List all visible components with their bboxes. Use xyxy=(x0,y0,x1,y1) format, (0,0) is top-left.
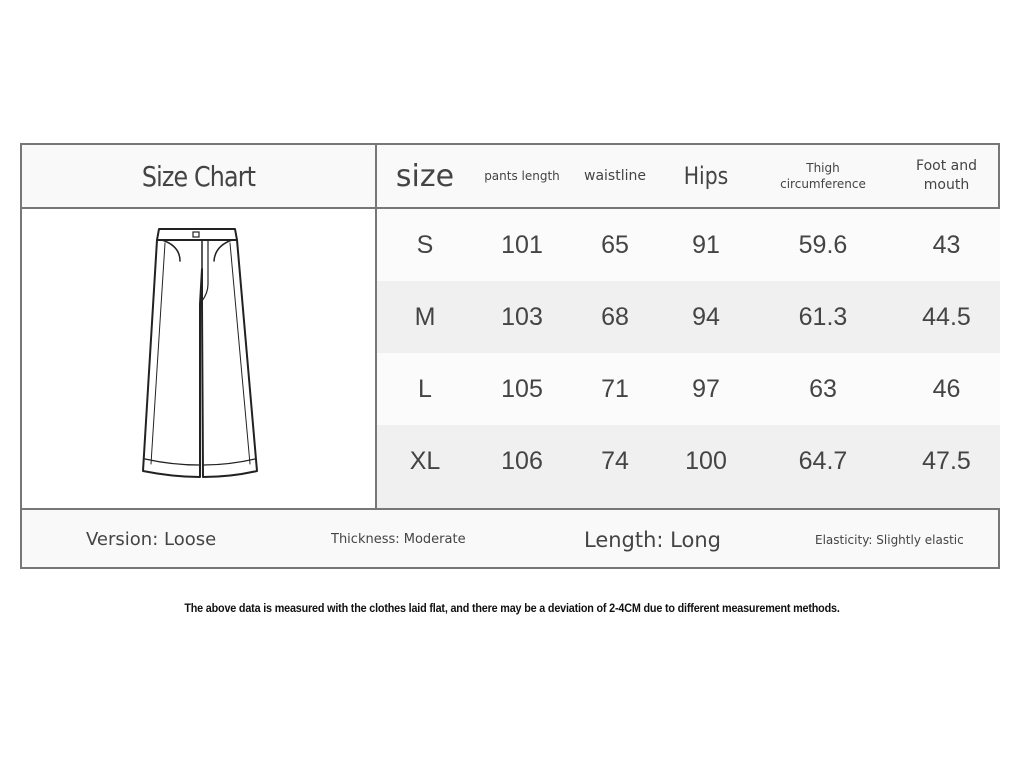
table-row xyxy=(377,209,1000,281)
cell-size: S xyxy=(416,230,434,259)
cell-hips: 91 xyxy=(692,230,720,259)
cell-thigh: 64.7 xyxy=(798,446,848,475)
elasticity-label: Elasticity: Slightly elastic xyxy=(815,532,964,547)
cell-pants-length: 106 xyxy=(501,446,543,475)
cell-thigh: 61.3 xyxy=(798,302,848,331)
header-foot-line1: Foot and xyxy=(916,158,977,174)
size-chart-title: Size Chart xyxy=(141,159,256,193)
cell-hips: 94 xyxy=(692,302,720,331)
cell-foot: 47.5 xyxy=(922,446,971,475)
measurement-note: The above data is measured with the clothes laid flat, and there may be a deviation of 2-4CM due to different measurement methods. xyxy=(184,601,840,615)
table-row xyxy=(377,353,1000,425)
cell-foot: 44.5 xyxy=(922,302,971,331)
length-label: Length: Long xyxy=(584,527,722,552)
cell-pants-length: 105 xyxy=(501,374,543,403)
header-waistline: waistline xyxy=(584,168,646,184)
header-hips: Hips xyxy=(683,162,729,190)
header-pants-length: pants length xyxy=(484,169,560,183)
cell-waistline: 65 xyxy=(601,230,629,259)
table-row xyxy=(377,281,1000,353)
cell-waistline: 68 xyxy=(601,302,629,331)
size-chart-table xyxy=(20,143,1000,569)
header-thigh-line2: circumference xyxy=(780,177,866,191)
cell-thigh: 59.6 xyxy=(798,230,848,259)
cell-waistline: 71 xyxy=(601,374,629,403)
header-thigh xyxy=(753,145,893,207)
header-foot-line2: mouth xyxy=(923,177,970,193)
cell-size: L xyxy=(418,374,432,403)
cell-hips: 97 xyxy=(692,374,720,403)
thickness-label: Thickness: Moderate xyxy=(331,532,466,547)
cell-foot: 46 xyxy=(932,374,961,403)
cell-size: M xyxy=(414,302,436,331)
cell-thigh: 63 xyxy=(809,374,837,403)
header-size: size xyxy=(395,158,455,194)
pants-illustration xyxy=(22,209,375,508)
header-foot xyxy=(893,145,1000,207)
cell-hips: 100 xyxy=(685,446,727,475)
version-label: Version: Loose xyxy=(86,529,217,550)
cell-foot: 43 xyxy=(932,230,961,259)
header-thigh-line1: Thigh xyxy=(806,161,840,175)
cell-waistline: 74 xyxy=(601,446,629,475)
cell-pants-length: 101 xyxy=(501,230,543,259)
cell-pants-length: 103 xyxy=(501,302,543,331)
pants-icon xyxy=(22,209,375,508)
table-row xyxy=(377,425,1000,508)
cell-size: XL xyxy=(409,446,441,475)
